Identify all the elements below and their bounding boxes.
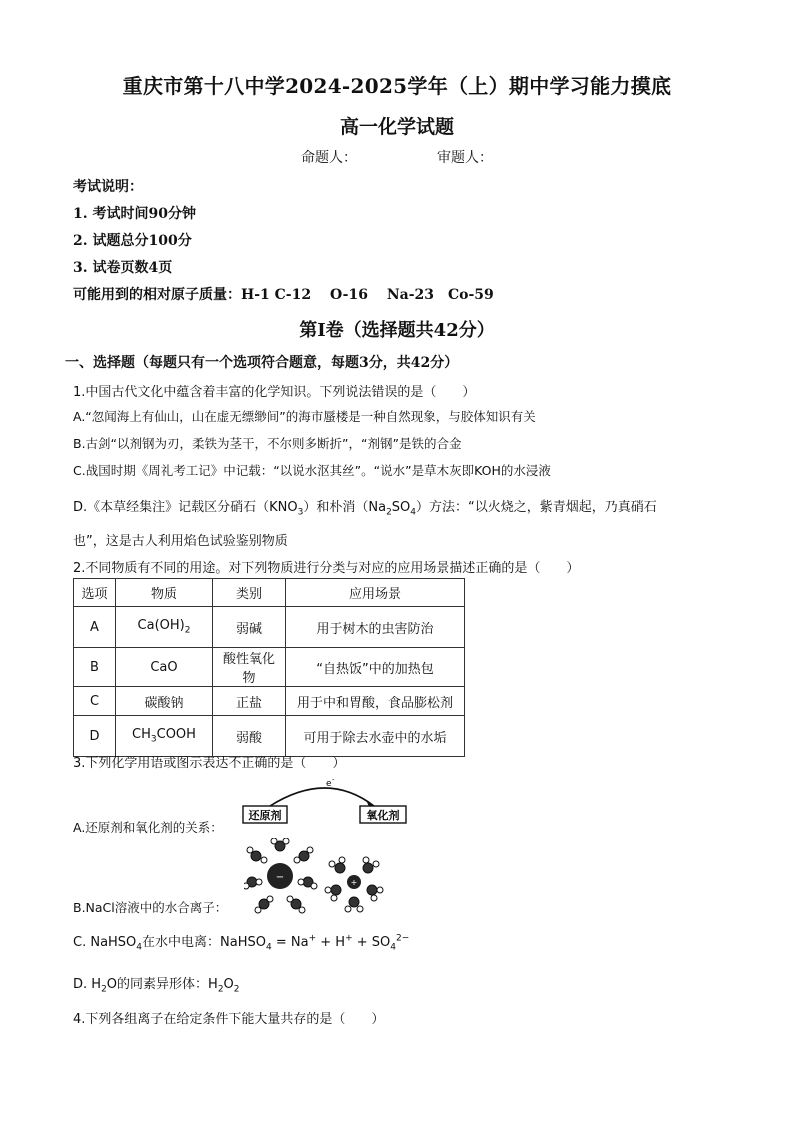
part-heading: 一、选择题（每题只有一个选项符合题意，每题3分，共42分） [65,355,459,371]
table-cell: CaO [116,648,213,687]
table-cell: 正盐 [213,687,286,716]
table-cell: C [74,687,116,716]
svg-text:−: − [275,872,285,883]
table-cell: 用于中和胃酸，食品膨松剂 [286,687,465,716]
hydrated-sodium-ion [325,857,383,912]
table-header-cell: 选项 [74,579,116,607]
q3-option-a: A.还原剂和氧化剂的关系： [73,820,223,835]
section-title: 第Ⅰ卷（选择题共42分） [299,320,495,341]
table-row [74,687,465,716]
svg-text:+: + [350,878,358,887]
table-cell: “自热饭”中的加热包 [286,648,465,687]
table-header-row [74,579,465,607]
table-cell: 用于树木的虫害防治 [286,607,465,648]
redox-arrow-diagram [242,776,412,831]
q2-table [73,578,465,757]
oxidant-label: 氧化剂 [366,809,400,822]
q1-option-a: A.“忽闻海上有仙山，山在虚无缥缈间”的海市蜃楼是一种自然现象，与胶体知识有关 [73,409,536,424]
q4-stem: 4.下列各组离子在给定条件下能大量共存的是（ ） [73,1012,385,1027]
q3-option-b: B.NaCl溶液中的水合离子： [73,900,228,915]
q1-option-d-cont: 也”，这是古人利用焰色试验鉴别物质 [73,534,288,549]
author-label: 命题人： [301,150,357,166]
hydrated-chloride-ion [244,838,317,913]
svg-text:-: - [332,776,335,784]
author-line [0,147,794,167]
table-cell: 弱酸 [213,716,286,757]
reductant-label: 还原剂 [248,809,282,822]
instruction-item: 2. 试题总分100分 [73,233,192,249]
table-row [74,716,465,757]
table-cell: $CH_3COOH$ [116,716,213,757]
reviewer-label: 审题人： [437,150,493,166]
table-row [74,607,465,648]
table-cell: $Ca(OH)_2$ [116,607,213,648]
table-cell: A [74,607,116,648]
table-header-cell: 应用场景 [286,579,465,607]
table-cell: D [74,716,116,757]
table-cell: B [74,648,116,687]
exam-subtitle: 高一化学试题 [339,116,454,138]
table-cell: 碳酸钠 [116,687,213,716]
q2-stem: 2.不同物质有不同的用途。对下列物质进行分类与对应的应用场景描述正确的是（ ） [73,561,580,576]
electron-label: e [326,779,332,789]
table-cell: 弱碱 [213,607,286,648]
instruction-item: 3. 试卷页数4页 [73,260,173,276]
table-cell: 可用于除去水壶中的水垢 [286,716,465,757]
q1-stem: 1.中国古代文化中蕴含着丰富的化学知识。下列说法错误的是（ ） [73,385,476,400]
exam-title: 重庆市第十八中学2024-2025学年（上）期中学习能力摸底 [122,74,672,98]
q1-option-c: C.战国时期《周礼考工记》中记载：“以说水沤其丝”。“说水”是草木灰即KOH的水浸液 [73,463,551,478]
atomic-mass-line: 可能用到的相对原子质量：H-1 C-12 O-16 Na-23 Co-59 [73,287,494,303]
hydrated-ion-diagram [244,838,394,916]
q3-option-d: D. $H_2O$的同素异形体：$H_2O_2$ [73,977,240,995]
table-header-cell: 物质 [116,579,213,607]
table-header-cell: 类别 [213,579,286,607]
q1-option-d: D.《本草经集注》记载区分硝石$(KNO_3)$和朴消$(Na_2SO_4)$方法：“以火烧之，紫青烟起，乃真硝石 [73,500,657,518]
q3-stem: 3.下列化学用语或图示表达不正确的是（ ） [73,756,346,771]
table-cell: 酸性氧化物 [213,648,286,687]
table-row [74,648,465,687]
instructions-heading: 考试说明： [73,179,143,195]
q1-option-b: B.古剑“以剂钢为刃，柔铁为茎干，不尔则多断折”，“剂钢”是铁的合金 [73,436,462,451]
q3-option-c: C. NaHSO$_4$在水中电离：NaHSO$_4$ = $Na^+ + H^+ + SO_4^{2-}$ [73,933,410,953]
instruction-item: 1. 考试时间90分钟 [73,206,196,222]
